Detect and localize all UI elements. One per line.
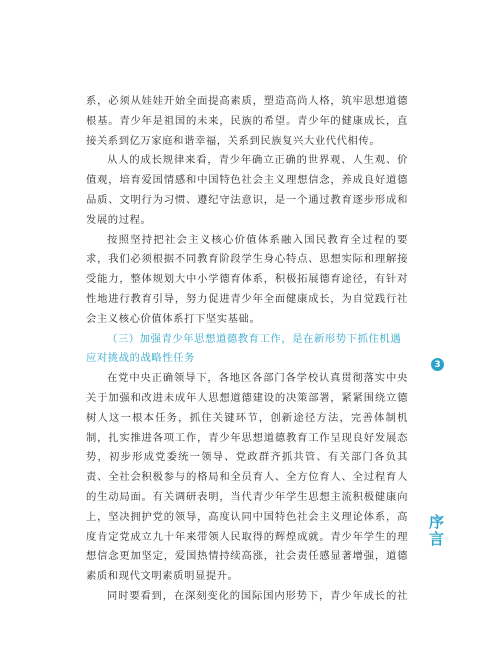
page-body — [86, 92, 408, 607]
section-heading: （三）加强青少年思想道德教育工作，是在新形势下抓住机遇应对挑战的战略性任务 — [86, 332, 402, 365]
page-number-badge: 3 — [431, 358, 444, 371]
paragraph-4: 在党中央正确领导下，各地区各部门各学校认真贯彻落实中央关于加强和改进未成年人思想道德建设的决策部署，紧紧围绕立德树人这一根本任务，抓住关键环节，创新途径方法，完善体制机制，扎实推进各项工作，青少年思想道德教育工作呈现良好发展态势，初步形成党委统一领导、党政群齐抓共管、有关部门各负其责、全社会积极参与的格局和全员育人、全方位育人、全过程育人的生动局面。有关调研表明，当代青少年学生思想主流积极健康向上，坚决拥护党的领导，高度认同中国特色社会主义理论体系，高度肯定党成立九十年来带领人民取得的辉煌成就。青少年学生的理想信念更加坚定，爱国热情持续高涨，社会责任感显著增强，道德素质和现代文明素质明显提升。 — [86, 372, 408, 583]
paragraph-1: 系，必须从娃娃开始全面提高素质，塑造高尚人格，筑牢思想道德根基。青少年是祖国的未来，民族的希望。青少年的健康成长，直接关系到亿万家庭和谐幸福，关系到民族复兴大业代代相传。 — [86, 95, 408, 147]
paragraph-3: 按照坚持把社会主义核心价值体系融入国民教育全过程的要求，我们必须根据不同教育阶段学生身心特点、思想实际和理解接受能力，整体规划大中小学德育体系，积极拓展德育途径，有针对性地进行教育引导，努力促进青少年全面健康成长，为自觉践行社会主义核心价值体系打下坚实基础。 — [86, 233, 408, 325]
section-label: 序言 — [427, 514, 445, 548]
paragraph-2: 从人的成长规律来看，青少年确立正确的世界观、人生观、价值观，培育爱国情感和中国特色社会主义理想信念，养成良好道德品质、文明行为习惯、遵纪守法意识，是一个通过教育逐步形成和发展的过程。 — [86, 154, 408, 226]
paragraph-5: 同时要看到，在深刻变化的国际国内形势下，青少年成长的社 — [107, 589, 408, 602]
